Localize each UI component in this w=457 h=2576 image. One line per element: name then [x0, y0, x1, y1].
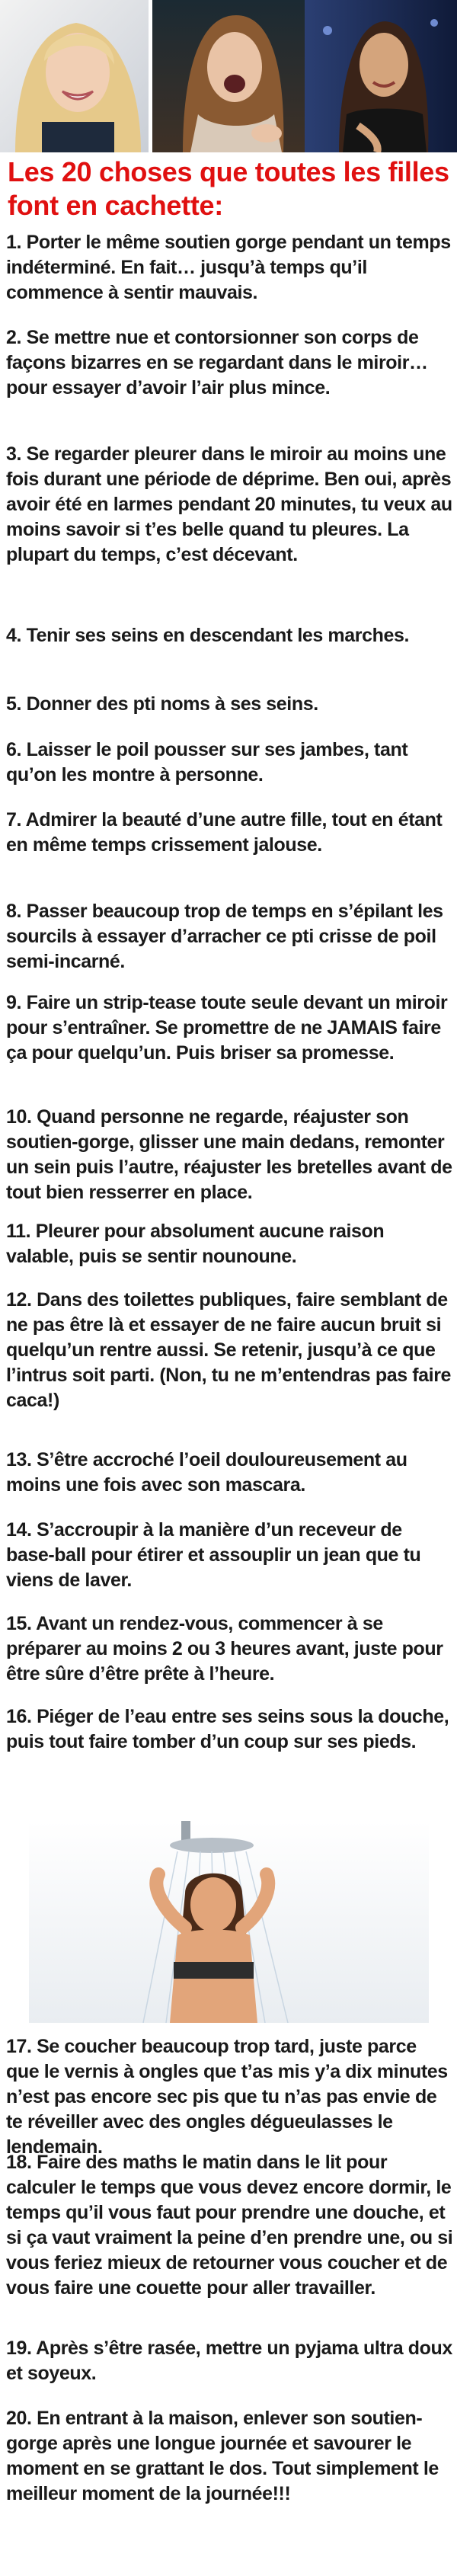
list-item-1: 1. Porter le même soutien gorge pendant un temps indéterminé. En fait… jusqu’à temps qu’il commence à sentir mauvais.: [6, 232, 451, 303]
list-item-9: 9. Faire un strip-tease toute seule devant un miroir pour s’entraîner. Se promettre de ne JAMAIS faire ça pour quelqu’un. Puis briser sa promesse.: [6, 992, 448, 1064]
list-item-13: 13. S’être accroché l’oeil douloureusement au moins une fois avec son mascara.: [6, 1449, 407, 1496]
list-item-6: 6. Laisser le poil pousser sur ses jambes, tant qu’on les montre à personne.: [6, 739, 408, 786]
list-item-19: 19. Après s’être rasée, mettre un pyjama ultra doux et soyeux.: [6, 2338, 452, 2384]
celebrity-photo-strip: [0, 0, 457, 152]
list-item-12: 12. Dans des toilettes publiques, faire semblant de ne pas être là et essayer de ne faire aucun bruit si quelqu’un rentre aussi. Se retenir, jusqu’à ce que l’intrus soit parti. (Non, tu ne m’entendras pas faire caca!): [6, 1289, 452, 1411]
list-item-15: 15. Avant un rendez-vous, commencer à se préparer au moins 2 ou 3 heures avant, juste pour être sûre d’être prête à l’heure.: [6, 1613, 443, 1685]
list-item-14: 14. S’accroupir à la manière d’un receveur de base-ball pour étirer et assouplir un jean que tu viens de laver.: [6, 1519, 421, 1591]
list-item-3: 3. Se regarder pleurer dans le miroir au moins une fois durant une période de déprime. Ben oui, après avoir été en larmes pendant 20 minutes, tu veux au moins savoir si t’es belle quand tu pleures. La plupart du temps, c’est décevant.: [6, 443, 452, 565]
list-item-7: 7. Admirer la beauté d’une autre fille, tout en étant en même temps crissement jalouse.: [6, 809, 443, 856]
list-item-20: 20. En entrant à la maison, enlever son soutien-gorge après une longue journée et savourer le moment en se grattant le dos. Tout simplement le meilleur moment de la journée!!!: [6, 2408, 439, 2504]
list-item-5: 5. Donner des pti noms à ses seins.: [6, 693, 318, 715]
photo-woman-interview: [305, 0, 457, 152]
photo-woman-laughing: [152, 0, 305, 152]
list-item-16: 16. Piéger de l’eau entre ses seins sous la douche, puis tout faire tomber d’un coup sur ses pieds.: [6, 1706, 449, 1752]
list-item-4: 4. Tenir ses seins en descendant les marches.: [6, 625, 410, 646]
list-item-18: 18. Faire des maths le matin dans le lit pour calculer le temps que vous devez encore dormir, le temps qu’il vous faut pour prendre une douche, et si ça vaut vraiment la peine d’en prendre une, ou si vous feriez mieux de retourner vous coucher et de vous faire une couette pour aller travailler.: [6, 2152, 453, 2299]
list-item-17: 17. Se coucher beaucoup trop tard, juste parce que le vernis à ongles que t’as mis y’a dix minutes n’est pas encore sec pis que tu n’as pas envie de te réveiller avec des ongles dégueulasses le lendemain.: [6, 2036, 448, 2158]
photo-woman-smiling: [0, 0, 149, 152]
list-item-11: 11. Pleurer pour absolument aucune raison valable, puis se sentir nounoune.: [6, 1221, 385, 1267]
list-item-8: 8. Passer beaucoup trop de temps en s’épilant les sourcils à essayer d’arracher ce pti crisse de poil semi-incarné.: [6, 901, 443, 972]
photo-woman-under-shower: [29, 1821, 429, 2023]
article-title: Les 20 choses que toutes les filles font en cachette:: [8, 156, 449, 221]
list-item-10: 10. Quand personne ne regarde, réajuster son soutien-gorge, glisser une main dedans, remonter un sein puis l’autre, réajuster les bretelles avant de tout bien resserrer en place.: [6, 1106, 452, 1203]
list-item-2: 2. Se mettre nue et contorsionner son corps de façons bizarres en se regardant dans le miroir… pour essayer d’avoir l’air plus mince.: [6, 327, 428, 398]
